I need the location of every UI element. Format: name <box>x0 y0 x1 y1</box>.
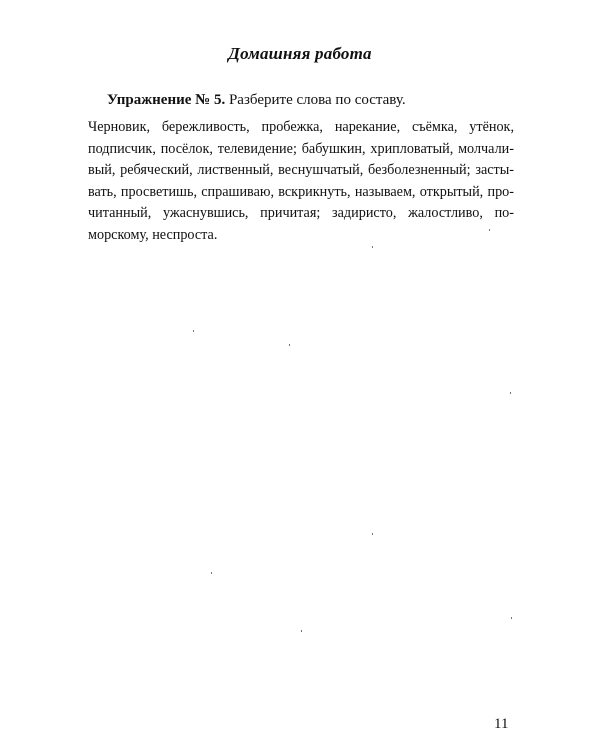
scan-speck <box>372 246 373 248</box>
exercise-word-list <box>88 117 514 247</box>
page-number: 11 <box>494 716 509 732</box>
scan-speck <box>372 533 373 535</box>
scan-speck <box>211 572 212 574</box>
scan-speck <box>289 344 290 346</box>
word-list-line: вый, ребяческий, лиственный, веснушчатый, безболезненный; засты- <box>88 162 514 179</box>
exercise-heading <box>107 92 406 109</box>
scan-speck <box>511 617 512 619</box>
scan-speck <box>510 392 511 394</box>
word-list-line: подписчик, посёлок, телевидение; бабушкин, хрипловатый, молчали- <box>88 140 514 157</box>
scan-speck <box>301 630 302 632</box>
word-list-line: Черновик, бережливость, пробежка, нарекание, съёмка, утёнок, <box>88 119 514 135</box>
exercise-instruction: Разберите слова по составу. <box>228 92 406 108</box>
word-list-line: читанный, ужаснувшись, причитая; задиристо, жалостливо, по- <box>88 205 514 222</box>
word-list-line: морскому, неспроста. <box>88 226 218 243</box>
scan-speck <box>193 330 194 332</box>
scan-speck <box>489 229 490 231</box>
exercise-label: Упражнение № 5. <box>107 92 226 108</box>
page-title: Домашняя работа <box>228 44 372 63</box>
word-list-line: вать, просветишь, спрашиваю, вскрикнуть, называем, открытый, про- <box>88 183 514 200</box>
